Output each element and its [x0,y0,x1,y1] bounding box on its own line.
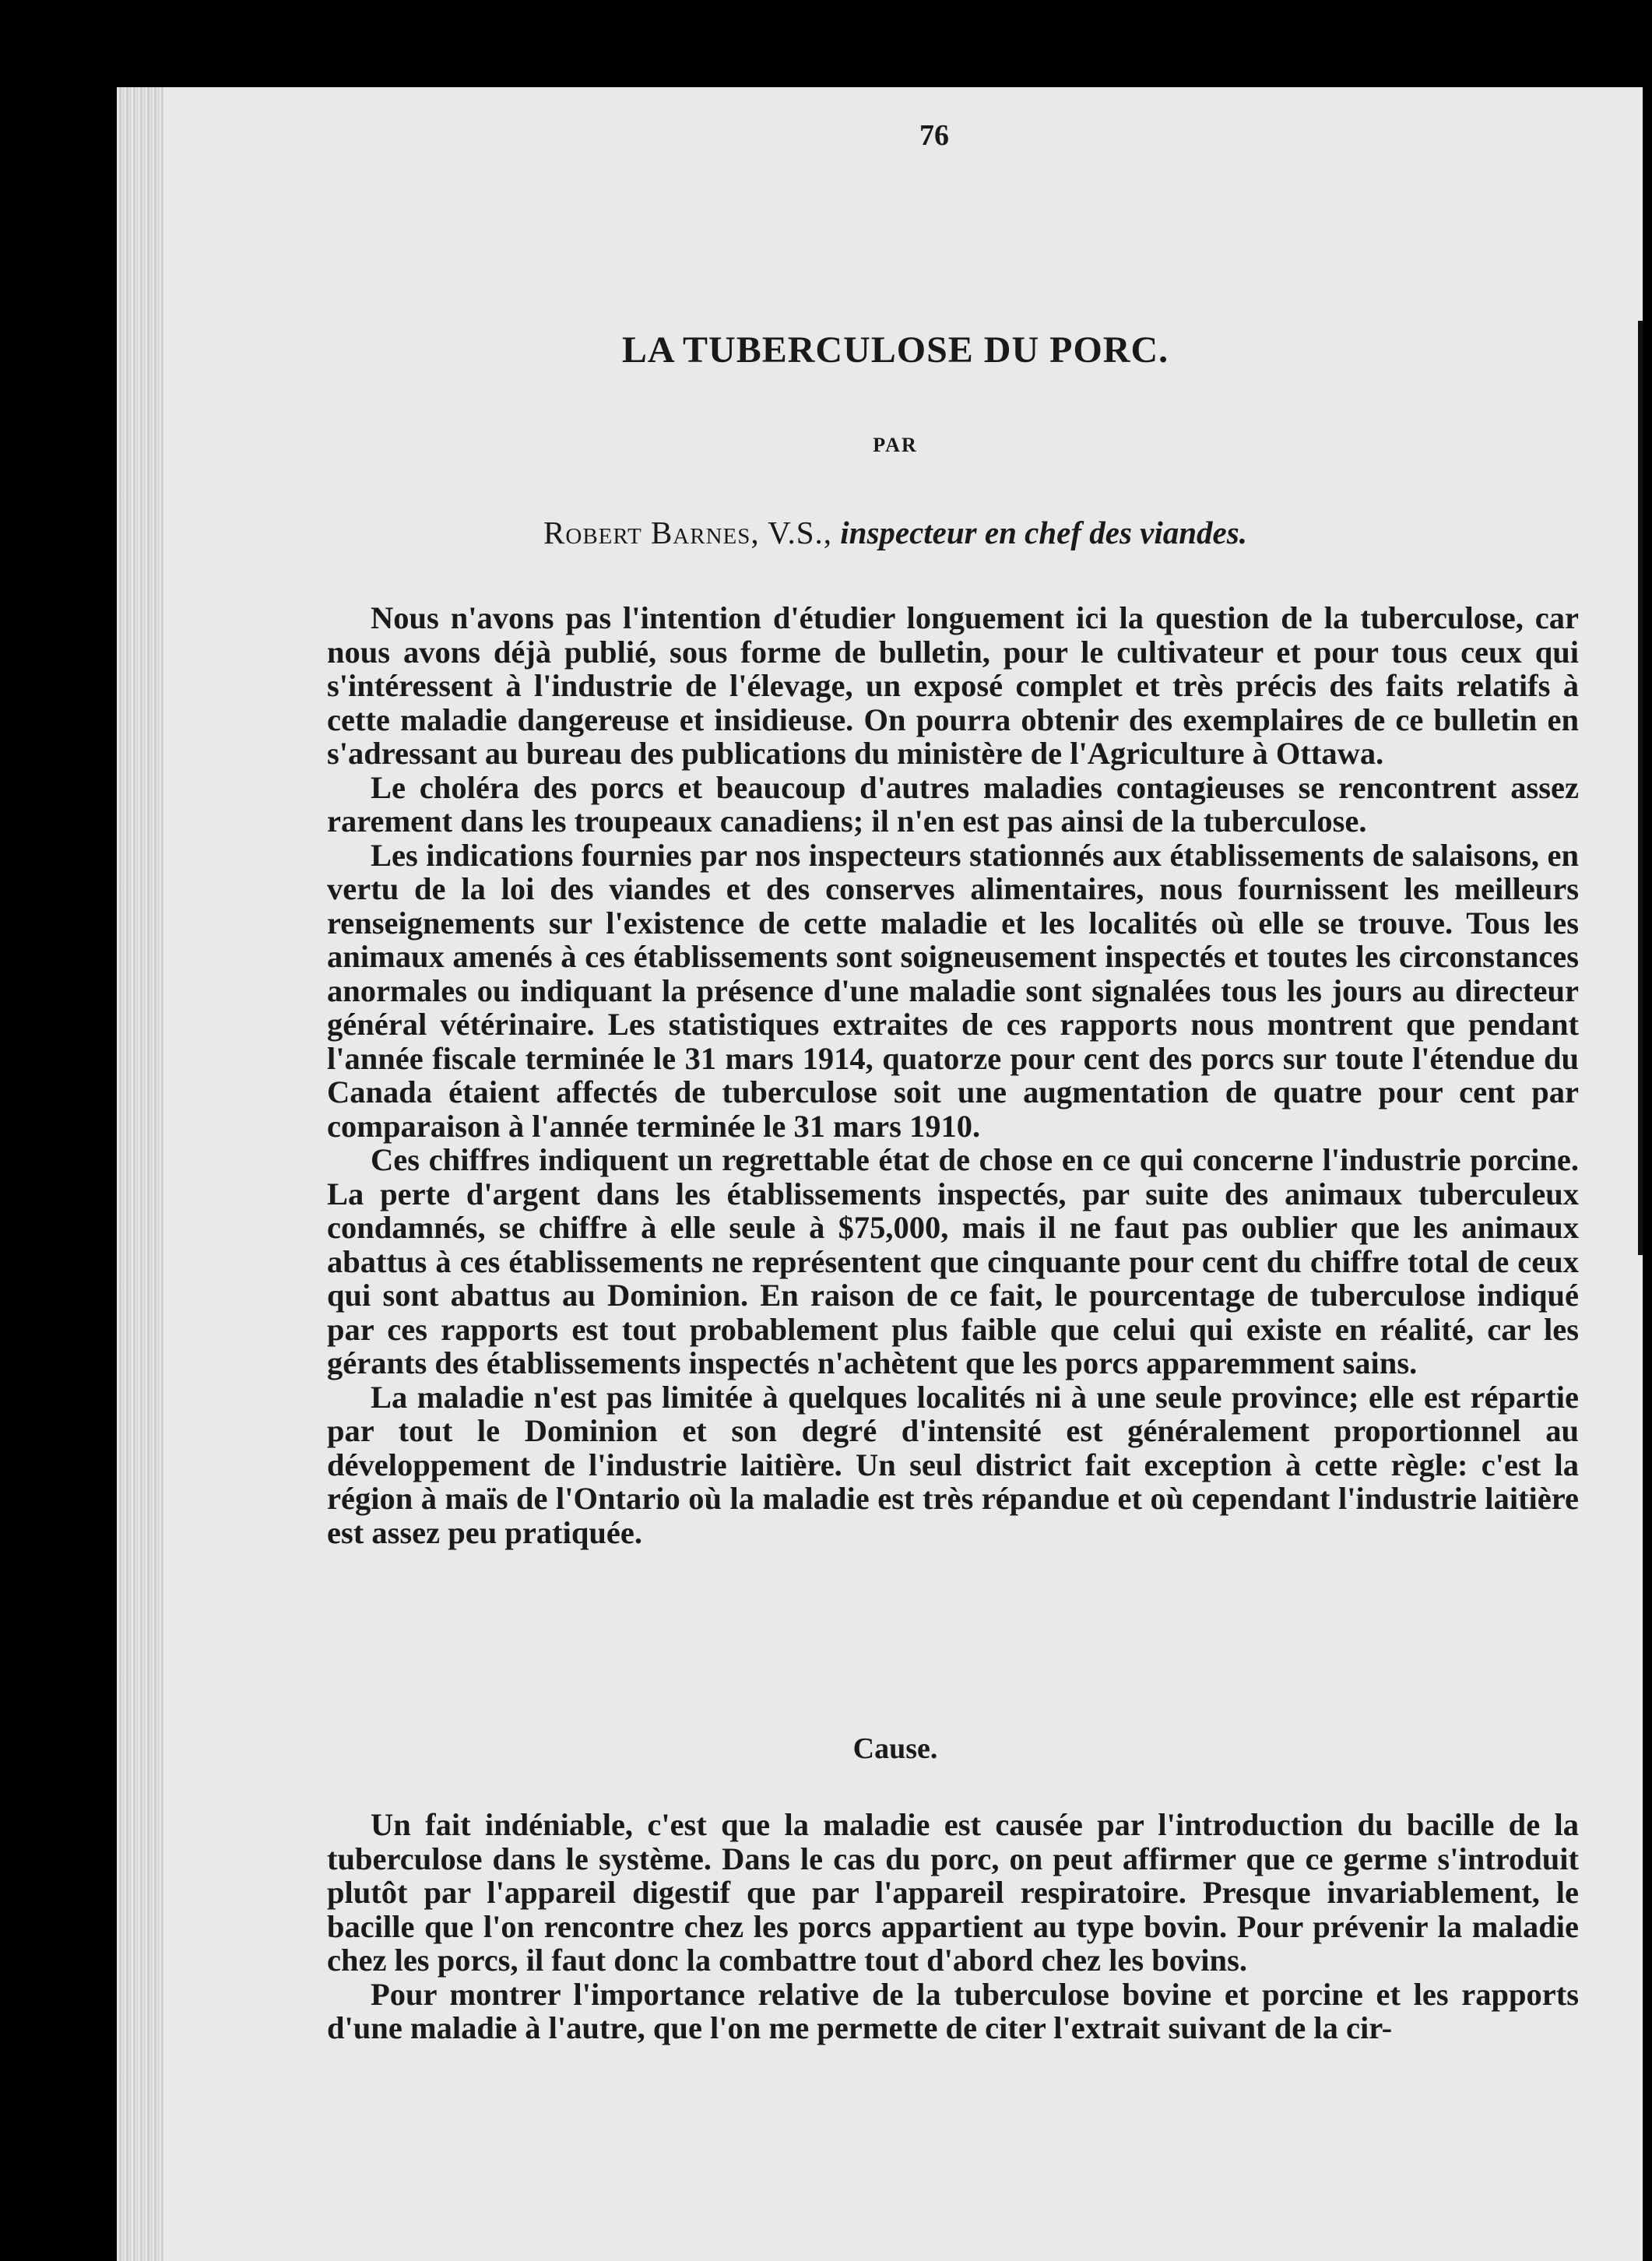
article-title: LA TUBERCULOSE DU PORC. [621,329,1169,371]
cause-text [327,1808,1579,2045]
page-binding [117,87,163,2261]
author-byline [272,514,1518,551]
paragraph: Les indications fournies par nos inspecteurs stationnés aux établissements de salaisons, en vertu de la loi des viandes et des conserves alimentaires, nous fournissent les meilleurs renseignements sur l'existence de cette maladie et les localités où elle se trouve. Tous les animaux amenés à ces établissements sont soigneusement inspectés et toutes les circonstances anormales ou indiquant la présence d'une maladie sont signalées tous les jours au directeur général vétérinaire. Les statistiques extraites de ces rapports nous montrent que pendant l'année fiscale terminée le 31 mars 1914, quatorze pour cent des porcs sur toute l'étendue du Canada étaient affectés de tuberculose soit une augmentation de quatre pour cent par comparaison à l'année terminée le 31 mars 1910. [327,837,1579,1144]
paragraph: La maladie n'est pas limitée à quelques localités ni à une seule province; elle est répartie par tout le Dominion et son degré d'intensité est généralement proportionnel au développement de l'industrie laitière. Un seul district fait exception à cette règle: c'est la région à maïs de l'Ontario où la maladie est très répandue et où cependant l'industrie laitière est assez peu pratiquée. [327,1379,1579,1550]
author-role: inspecteur en chef des viandes. [840,515,1247,550]
paragraph: Ces chiffres indiquent un regrettable état de chose en ce qui concerne l'industrie porcine. La perte d'argent dans les établissements inspectés, par suite des animaux tuberculeux condamnés, se chiffre à elle seule à $75,000, mais il ne faut pas oublier que les animaux abattus à ces établissements ne représentent que cinquante pour cent du chiffre total de ceux qui sont abattus au Dominion. En raison de ce fait, le pourcentage de tuberculose indiqué par ces rapports est tout probablement plus faible que celui qui existe en réalité, car les gérants des établissements inspectés n'achètent que les porcs apparemment sains. [327,1142,1579,1380]
paragraph: Nous n'avons pas l'intention d'étudier longuement ici la question de la tuberculose, car nous avons déjà publié, sous forme de bulletin, pour le cultivateur et pour tous ceux qui s'intéressent à l'industrie de l'élevage, un exposé complet et très précis des faits relatifs à cette maladie dangereuse et insidieuse. On pourra obtenir des exemplaires de ce bulletin en s'adressant au bureau des publications du ministère de l'Agriculture à Ottawa. [327,600,1579,771]
by-label: PAR [873,434,918,456]
paragraph: Pour montrer l'importance relative de la tuberculose bovine et porcine et les rapports d'une maladie à l'autre, que l'on me permette de citer l'extrait suivant de la cir- [327,1976,1579,2045]
paragraph: Le choléra des porcs et beaucoup d'autres maladies contagieuses se rencontrent assez rarement dans les troupeaux canadiens; il n'en est pas ainsi de la tuberculose. [327,769,1579,839]
page-edge-shadow [1638,321,1643,1255]
author-name: Robert Barnes, V.S., [543,515,832,550]
page-number: 76 [919,119,949,152]
paragraph: Un fait indéniable, c'est que la maladie est causée par l'introduction du bacille de la tuberculose dans le système. Dans le cas du porc, on peut affirmer que ce germe s'introduit plutôt par l'appareil digestif que par l'appareil respiratoire. Presque invariablement, le bacille que l'on rencontre chez les porcs appartient au type bovin. Pour prévenir la maladie chez les porcs, il faut donc la combattre tout d'abord chez les bovins. [327,1807,1579,1978]
section-heading-cause: Cause. [852,1732,938,1765]
document-page [117,87,1643,2261]
body-text [327,601,1579,1549]
